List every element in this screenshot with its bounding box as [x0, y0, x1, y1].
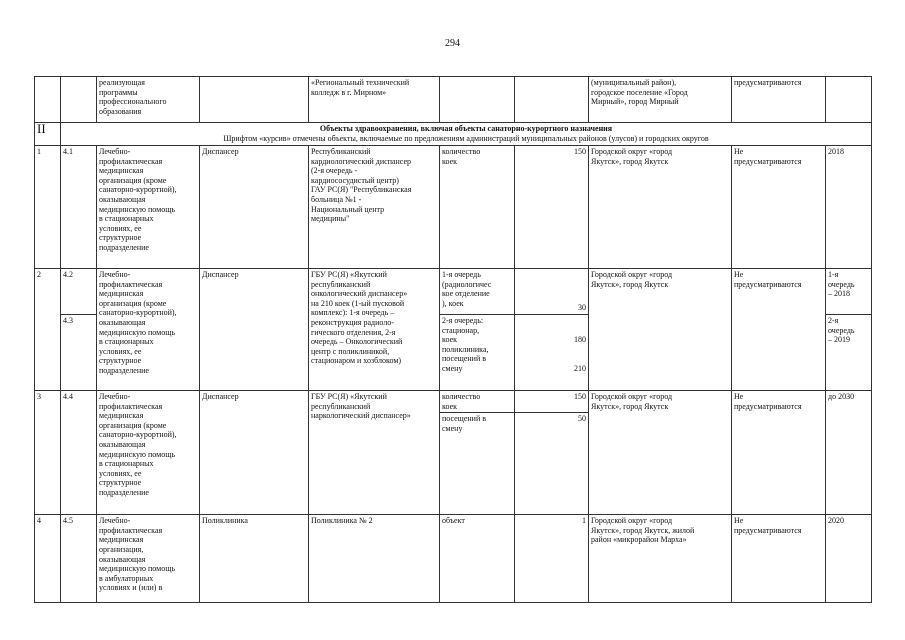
cell-code: 4.4	[61, 391, 97, 515]
cell-unit: 1-я очередь (радиологичес кое отделение ), коек	[440, 269, 515, 315]
section-subtitle: Шрифтом «курсив» отмечены объекты, включаемые по предложениям администраций муниципальных районов (улусов) и городских округов	[223, 133, 709, 143]
cell-value: 1	[515, 515, 589, 603]
table-row	[35, 269, 872, 315]
cell-value: 30	[515, 269, 589, 315]
cell-note: Не предусматриваются	[732, 391, 826, 515]
table-row	[35, 391, 872, 413]
cell-location: Поликлиника № 2	[309, 515, 440, 603]
cell-term: 2-я очередь – 2019	[826, 315, 872, 391]
cell-value: 150	[515, 391, 589, 413]
cell-n: 2	[35, 269, 61, 391]
cell-n: 4	[35, 515, 61, 603]
cell-n: 3	[35, 391, 61, 515]
value-beds: 180	[574, 335, 586, 344]
cell-district: Городской округ «город Якутск», город Якутск	[589, 391, 732, 515]
table-row-continuation	[35, 77, 872, 123]
cell-location: «Региональный технический колледж в г. Мирном»	[309, 77, 440, 123]
cell-value: 50	[515, 413, 589, 515]
cell-type: Поликлиника	[200, 515, 309, 603]
cell-value	[515, 315, 589, 391]
section-title: Объекты здравоохранения, включая объекты санаторно-курортного назначения	[319, 124, 613, 133]
cell-district: Городской округ «город Якутск», город Якутск	[589, 146, 732, 269]
cell-district: Городской округ «город Якутск», город Якутск, жилой район «микрорайон Марха»	[589, 515, 732, 603]
cell-note: Не предусматриваются	[732, 146, 826, 269]
cell-district: Городской округ «город Якутск», город Якутск	[589, 269, 732, 391]
cell-unit: количество коек	[440, 391, 515, 413]
cell-district: (муниципальный район), городское поселение «Город Мирный», город Мирный	[589, 77, 732, 123]
section-title-cell	[61, 123, 872, 146]
cell-code	[61, 77, 97, 123]
cell-note: предусматриваются	[732, 77, 826, 123]
cell-term: 2018	[826, 146, 872, 269]
cell-location: ГБУ РС(Я) «Якутский республиканский наркологический диспансер»	[309, 391, 440, 515]
cell-type: Диспансер	[200, 391, 309, 515]
cell-type: Диспансер	[200, 146, 309, 269]
page-number: 294	[445, 38, 460, 49]
cell-unit: 2-я очередь: стационар, коек поликлиника, посещений в смену	[440, 315, 515, 391]
cell-unit: объект	[440, 515, 515, 603]
cell-note: Не предусматриваются	[732, 515, 826, 603]
cell-unit: посещений в смену	[440, 413, 515, 515]
cell-code: 4.5	[61, 515, 97, 603]
cell-name: Лечебно- профилактическая медицинская организация, оказывающая медицинскую помощь в амбулаторных условиях и (или) в	[97, 515, 200, 603]
cell-term	[826, 77, 872, 123]
cell-value: 150	[515, 146, 589, 269]
cell-location: Республиканский кардиологический диспансер (2-я очередь - кардиососудистый центр) ГАУ РС(Я) "Республиканская больница №1 - Национальный центр медицины"	[309, 146, 440, 269]
objects-table	[34, 76, 872, 603]
section-header-row	[35, 123, 872, 146]
section-roman: II	[35, 123, 61, 146]
cell-code: 4.2	[61, 269, 97, 315]
cell-unit	[440, 77, 515, 123]
cell-n: 1	[35, 146, 61, 269]
cell-code: 4.1	[61, 146, 97, 269]
cell-term: до 2030	[826, 391, 872, 515]
cell-location: ГБУ РС(Я) «Якутский республиканский онкологический диспансер» на 210 коек (1-ый пусковой комплекс): 1-я очередь – реконструкция радиоло- гического отделения, 2-я очередь – Онкологический центр с поликлиникой, стационаром и хозблоком)	[309, 269, 440, 391]
cell-name: Лечебно- профилактическая медицинская организация (кроме санаторно-курортной), оказывающая медицинскую помощь в стационарных условиях, ее структурное подразделение	[97, 391, 200, 515]
cell-name: Лечебно- профилактическая медицинская организация (кроме санаторно-курортной), оказывающая медицинскую помощь в стационарных условиях, ее структурное подразделение	[97, 269, 200, 391]
cell-note: Не предусматриваются	[732, 269, 826, 391]
cell-term: 1-я очередь – 2018	[826, 269, 872, 315]
cell-type	[200, 77, 309, 123]
cell-unit: количество коек	[440, 146, 515, 269]
table-row	[35, 515, 872, 603]
cell-value	[515, 77, 589, 123]
cell-code: 4.3	[61, 315, 97, 391]
value-visits: 210	[574, 363, 586, 373]
table-row	[35, 146, 872, 269]
cell-n	[35, 77, 61, 123]
cell-term: 2020	[826, 515, 872, 603]
cell-name: реализующая программы профессионального образования	[97, 77, 200, 123]
cell-name: Лечебно- профилактическая медицинская организация (кроме санаторно-курортной), оказывающая медицинскую помощь в стационарных условиях, ее структурное подразделение	[97, 146, 200, 269]
cell-type: Диспансер	[200, 269, 309, 391]
